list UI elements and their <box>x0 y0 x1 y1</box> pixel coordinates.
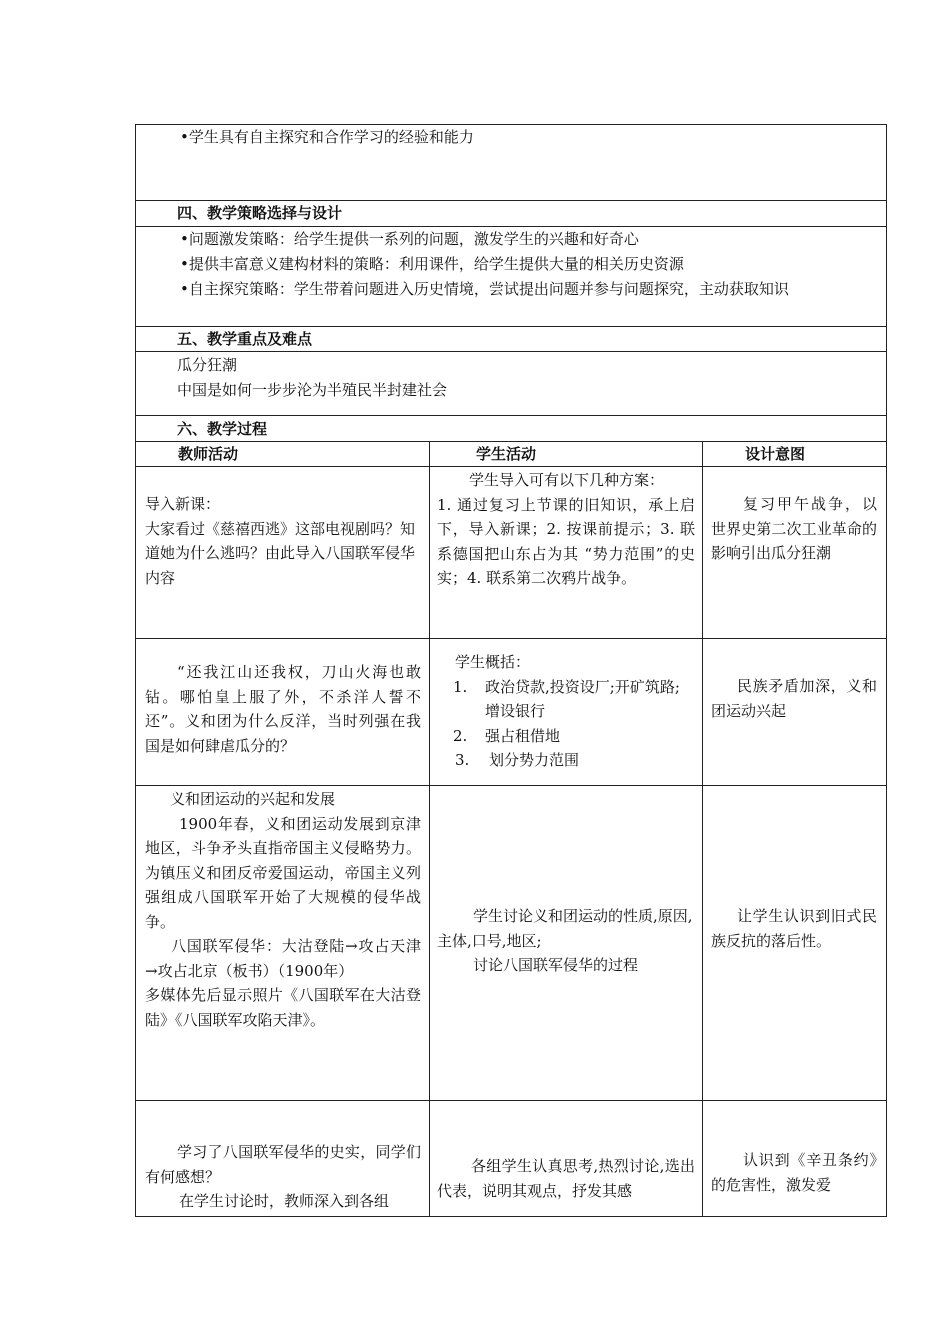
cell-line: 复习甲午战争，以世界史第二次工业革命的影响引出瓜分狂潮 <box>711 495 877 562</box>
row-divider <box>135 415 887 416</box>
teacher-activity-cell <box>145 660 421 758</box>
student-activity-cell <box>437 468 695 591</box>
cell-line: 八国联军侵华：大沽登陆→攻占天津→攻占北京（板书）（1900年） <box>145 937 421 980</box>
column-header-intent: 设计意图 <box>745 445 806 463</box>
column-header-teacher: 教师活动 <box>178 445 239 463</box>
section-heading: 五、教学重点及难点 <box>177 330 313 348</box>
row-divider <box>135 785 887 786</box>
column-header-student: 学生活动 <box>476 445 537 463</box>
numbered-item <box>437 675 695 724</box>
key-point-line: 瓜分狂潮 <box>177 356 238 374</box>
cell-line: 各组学生认真思考,热烈讨论,选出代表，说明其观点，抒发其感 <box>437 1157 695 1200</box>
cell-line: 学生导入可有以下几种方案： <box>469 471 665 489</box>
teacher-activity-cell <box>145 492 421 590</box>
item-text: 划分势力范围 <box>489 751 580 769</box>
bullet-item: •问题激发策略：给学生提供一系列的问题，激发学生的兴趣和好奇心 <box>180 230 639 248</box>
column-divider <box>429 441 430 1217</box>
item-number: 3. <box>455 751 470 769</box>
cell-line: 义和团运动的兴起和发展 <box>170 790 336 808</box>
row-divider <box>135 1100 887 1101</box>
bullet-item: •学生具有自主探究和合作学习的经验和能力 <box>180 128 474 146</box>
cell-line: 多媒体先后显示照片《八国联军在大沽登陆》《八国联军攻陷天津》。 <box>145 986 421 1029</box>
cell-line: 学习了八国联军侵华的史实，同学们有何感想？ <box>145 1143 421 1186</box>
cell-line: 认识到《辛丑条约》的危害性，激发爱 <box>711 1151 877 1194</box>
student-activity-cell <box>437 904 695 978</box>
key-point-line: 中国是如何一步步沦为半殖民半封建社会 <box>177 381 448 399</box>
cell-line: 让学生认识到旧式民族反抗的落后性。 <box>711 907 877 950</box>
section-heading: 六、教学过程 <box>177 420 268 438</box>
cell-line: 民族矛盾加深，义和团运动兴起 <box>711 677 877 720</box>
teacher-activity-cell <box>145 787 421 1032</box>
item-text: 强占租借地 <box>485 726 561 745</box>
design-intent-cell <box>711 492 877 566</box>
cell-line: 大家看过《慈禧西逃》这部电视剧吗？知道她为什么逃吗？由此导入八国联军侵华内容 <box>145 519 416 587</box>
cell-line: 学生概括： <box>455 653 531 671</box>
design-intent-cell <box>711 1148 877 1197</box>
bullet-item: •提供丰富意义建构材料的策略：利用课件，给学生提供大量的相关历史资源 <box>180 255 684 273</box>
cell-line: 1. 通过复习上节课的旧知识，承上启下，导入新课；2. 按课前提示；3. 联系德国把山东占为其 “势力范围”的史实；4. 联系第二次鸦片战争。 <box>437 495 695 587</box>
cell-line: “还我江山还我权，刀山火海也敢钻。哪怕皇上服了外，不杀洋人誓不还”。义和团为什么反洋，当时列强在我国是如何肆虐瓜分的？ <box>145 663 421 755</box>
item-number: 1. <box>453 677 468 696</box>
numbered-item <box>437 748 695 773</box>
bullet-item: •自主探究策略：学生带着问题进入历史情境，尝试提出问题并参与问题探究，主动获取知识 <box>180 280 789 298</box>
cell-line: 1900年春，义和团运动发展到京津地区，斗争矛头直指帝国主义侵略势力。为镇压义和团反帝爱国运动，帝国主义列强组成八国联军开始了大规模的侵华战争。 <box>145 814 421 931</box>
student-activity-cell <box>437 1154 695 1203</box>
design-intent-cell <box>711 674 877 723</box>
row-divider <box>135 638 887 639</box>
numbered-item <box>437 724 695 749</box>
student-activity-cell <box>437 650 695 773</box>
item-text: 政治贷款,投资设厂;开矿筑路;增设银行 <box>485 677 680 720</box>
cell-line: 导入新课： <box>145 495 221 513</box>
cell-line: 学生讨论义和团运动的性质,原因,主体,口号,地区; <box>437 907 693 950</box>
column-divider <box>702 441 703 1217</box>
cell-line: 讨论八国联军侵华的过程 <box>473 956 639 974</box>
teacher-activity-cell <box>145 1140 421 1214</box>
item-number: 2. <box>453 726 468 745</box>
cell-line: 在学生讨论时，教师深入到各组 <box>179 1192 390 1210</box>
design-intent-cell <box>711 904 877 953</box>
section-heading: 四、教学策略选择与设计 <box>177 204 343 222</box>
